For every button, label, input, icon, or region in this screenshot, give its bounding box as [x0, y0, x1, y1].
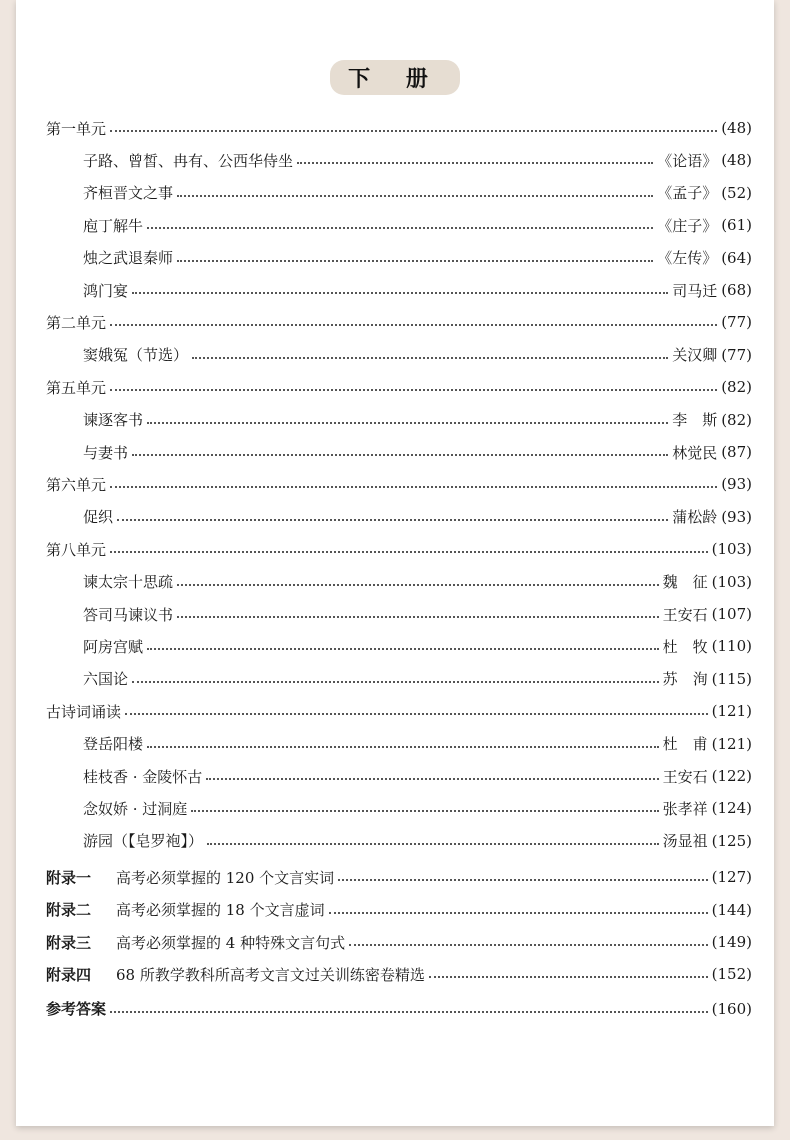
- lesson-entry[interactable]: [83, 828, 752, 854]
- lesson-entry[interactable]: [83, 277, 752, 303]
- page-number: (152): [711, 965, 752, 984]
- page-number: (144): [711, 900, 752, 919]
- unit-label: 古诗词诵读: [46, 702, 122, 721]
- lesson-author: 李 斯: [672, 411, 718, 430]
- title-banner: [16, 60, 774, 95]
- lesson-author: 王安石: [662, 605, 708, 624]
- appendix-label: 附录二: [46, 901, 92, 920]
- dot-leader: [132, 681, 659, 683]
- lesson-title: 桂枝香 · 金陵怀古: [83, 767, 203, 786]
- dot-leader: [110, 1011, 708, 1013]
- lesson-author: 王安石: [662, 767, 708, 786]
- page-number: (82): [721, 410, 752, 429]
- lesson-title: 登岳阳楼: [83, 735, 144, 754]
- dot-leader: [349, 944, 708, 946]
- lesson-title: 齐桓晋文之事: [83, 184, 174, 203]
- dot-leader: [177, 195, 653, 197]
- lesson-title: 子路、曾皙、冉有、公西华侍坐: [83, 151, 294, 170]
- dot-leader: [191, 810, 658, 812]
- lesson-author: 司马迁: [672, 281, 718, 300]
- dot-leader: [207, 843, 659, 845]
- lesson-title: 促织: [83, 508, 114, 527]
- appendix-label: 附录三: [46, 933, 92, 952]
- page-number: (125): [711, 831, 752, 850]
- lesson-author: 蒲松龄: [672, 508, 718, 527]
- unit-label: 第六单元: [46, 475, 107, 494]
- dot-leader: [338, 879, 707, 881]
- unit-entry[interactable]: [46, 374, 752, 400]
- dot-leader: [329, 912, 708, 914]
- dot-leader: [110, 130, 717, 132]
- appendix-label: 附录四: [46, 965, 92, 984]
- lesson-entry[interactable]: [83, 342, 752, 368]
- appendix-title: 68 所教学教科所高考文言文过关训练密卷精选: [116, 965, 425, 984]
- answers-entry[interactable]: [46, 996, 752, 1022]
- appendix-entry[interactable]: [46, 961, 752, 987]
- lesson-title: 鸿门宴: [83, 281, 129, 300]
- unit-label: 第八单元: [46, 540, 107, 559]
- lesson-author: 杜 牧: [662, 637, 708, 656]
- lesson-author: 《左传》: [657, 249, 718, 268]
- page-number: (103): [711, 572, 752, 591]
- dot-leader: [147, 648, 659, 650]
- page-title: 下 册: [330, 60, 460, 95]
- page-number: (127): [711, 868, 752, 887]
- page-number: (48): [721, 151, 752, 170]
- appendix-title: 高考必须掌握的 4 种特殊文言句式: [116, 933, 346, 952]
- lesson-entry[interactable]: [83, 731, 752, 757]
- dot-leader: [117, 519, 668, 521]
- lesson-entry[interactable]: [83, 439, 752, 465]
- lesson-entry[interactable]: [83, 795, 752, 821]
- dot-leader: [147, 746, 659, 748]
- lesson-entry[interactable]: [83, 763, 752, 789]
- answers-label: 参考答案: [46, 1000, 107, 1019]
- lesson-title: 游园（【皂罗袍】）: [83, 832, 204, 851]
- page-number: (93): [721, 507, 752, 526]
- lesson-title: 谏太宗十思疏: [83, 573, 174, 592]
- page-number: (93): [721, 475, 752, 494]
- page-number: (122): [711, 767, 752, 785]
- dot-leader: [110, 486, 717, 488]
- unit-entry[interactable]: [46, 536, 752, 562]
- page-number: (124): [711, 799, 752, 818]
- lesson-title: 谏逐客书: [83, 411, 144, 430]
- lesson-entry[interactable]: [83, 666, 752, 692]
- page-number: (48): [721, 119, 752, 137]
- lesson-entry[interactable]: [83, 180, 752, 206]
- unit-entry[interactable]: [46, 115, 752, 141]
- lesson-entry[interactable]: [83, 633, 752, 659]
- page-number: (52): [721, 183, 752, 202]
- appendix-title: 高考必须掌握的 18 个文言虚词: [116, 901, 325, 920]
- lesson-entry[interactable]: [83, 212, 752, 238]
- lesson-title: 答司马谏议书: [83, 605, 174, 624]
- page-number: (149): [711, 933, 752, 951]
- page-number: (77): [721, 313, 752, 332]
- dot-leader: [177, 616, 659, 618]
- lesson-title: 烛之武退秦师: [83, 249, 174, 268]
- lesson-title: 与妻书: [83, 443, 129, 462]
- lesson-entry[interactable]: [83, 407, 752, 433]
- dot-leader: [110, 324, 717, 326]
- page-number: (77): [721, 345, 752, 364]
- unit-label: 第一单元: [46, 119, 107, 138]
- lesson-title: 庖丁解牛: [83, 216, 144, 235]
- page-number: (121): [711, 702, 752, 721]
- lesson-author: 《孟子》: [657, 184, 718, 203]
- lesson-author: 杜 甫: [662, 735, 708, 754]
- unit-label: 第二单元: [46, 313, 107, 332]
- unit-entry[interactable]: [46, 698, 752, 724]
- dot-leader: [147, 227, 653, 229]
- page-number: (68): [721, 281, 752, 299]
- lesson-author: 苏 洵: [662, 670, 708, 689]
- dot-leader: [132, 292, 668, 294]
- page-number: (82): [721, 378, 752, 397]
- dot-leader: [429, 976, 708, 978]
- lesson-title: 窦娥冤（节选）: [83, 346, 189, 365]
- dot-leader: [297, 162, 653, 164]
- unit-label: 第五单元: [46, 378, 107, 397]
- appendix-title: 高考必须掌握的 120 个文言实词: [116, 868, 335, 887]
- page-number: (64): [721, 248, 752, 267]
- unit-entry[interactable]: [46, 471, 752, 497]
- dot-leader: [177, 260, 653, 262]
- dot-leader: [132, 454, 668, 456]
- dot-leader: [110, 389, 717, 391]
- lesson-entry[interactable]: [83, 245, 752, 271]
- unit-entry[interactable]: [46, 309, 752, 335]
- toc-page: [16, 0, 774, 1126]
- dot-leader: [110, 551, 708, 553]
- lesson-entry[interactable]: [83, 569, 752, 595]
- page-number: (87): [721, 443, 752, 461]
- page-number: (160): [711, 999, 752, 1018]
- lesson-entry[interactable]: [83, 601, 752, 627]
- dot-leader: [125, 713, 708, 715]
- lesson-entry[interactable]: [83, 504, 752, 530]
- appendix-entry[interactable]: [46, 929, 752, 955]
- lesson-author: 魏 征: [662, 573, 708, 592]
- page-number: (121): [711, 734, 752, 753]
- lesson-author: 关汉卿: [672, 346, 718, 365]
- dot-leader: [192, 357, 668, 359]
- lesson-title: 念奴娇 · 过洞庭: [83, 799, 188, 818]
- page-number: (110): [711, 637, 752, 656]
- page-number: (107): [711, 605, 752, 623]
- dot-leader: [177, 584, 659, 586]
- lesson-title: 阿房宫赋: [83, 637, 144, 656]
- page-number: (103): [711, 540, 752, 559]
- dot-leader: [206, 778, 658, 780]
- lesson-title: 六国论: [83, 670, 129, 689]
- page-number: (61): [721, 216, 752, 235]
- lesson-author: 林觉民: [672, 443, 718, 462]
- dot-leader: [147, 422, 668, 424]
- lesson-author: 《庄子》: [657, 216, 718, 235]
- lesson-author: 汤显祖: [662, 832, 708, 851]
- page-number: (115): [711, 669, 752, 688]
- appendix-entry[interactable]: [46, 864, 752, 890]
- appendix-entry[interactable]: [46, 897, 752, 923]
- appendix-label: 附录一: [46, 868, 92, 887]
- lesson-entry[interactable]: [83, 147, 752, 173]
- lesson-author: 张孝祥: [662, 799, 708, 818]
- lesson-author: 《论语》: [657, 151, 718, 170]
